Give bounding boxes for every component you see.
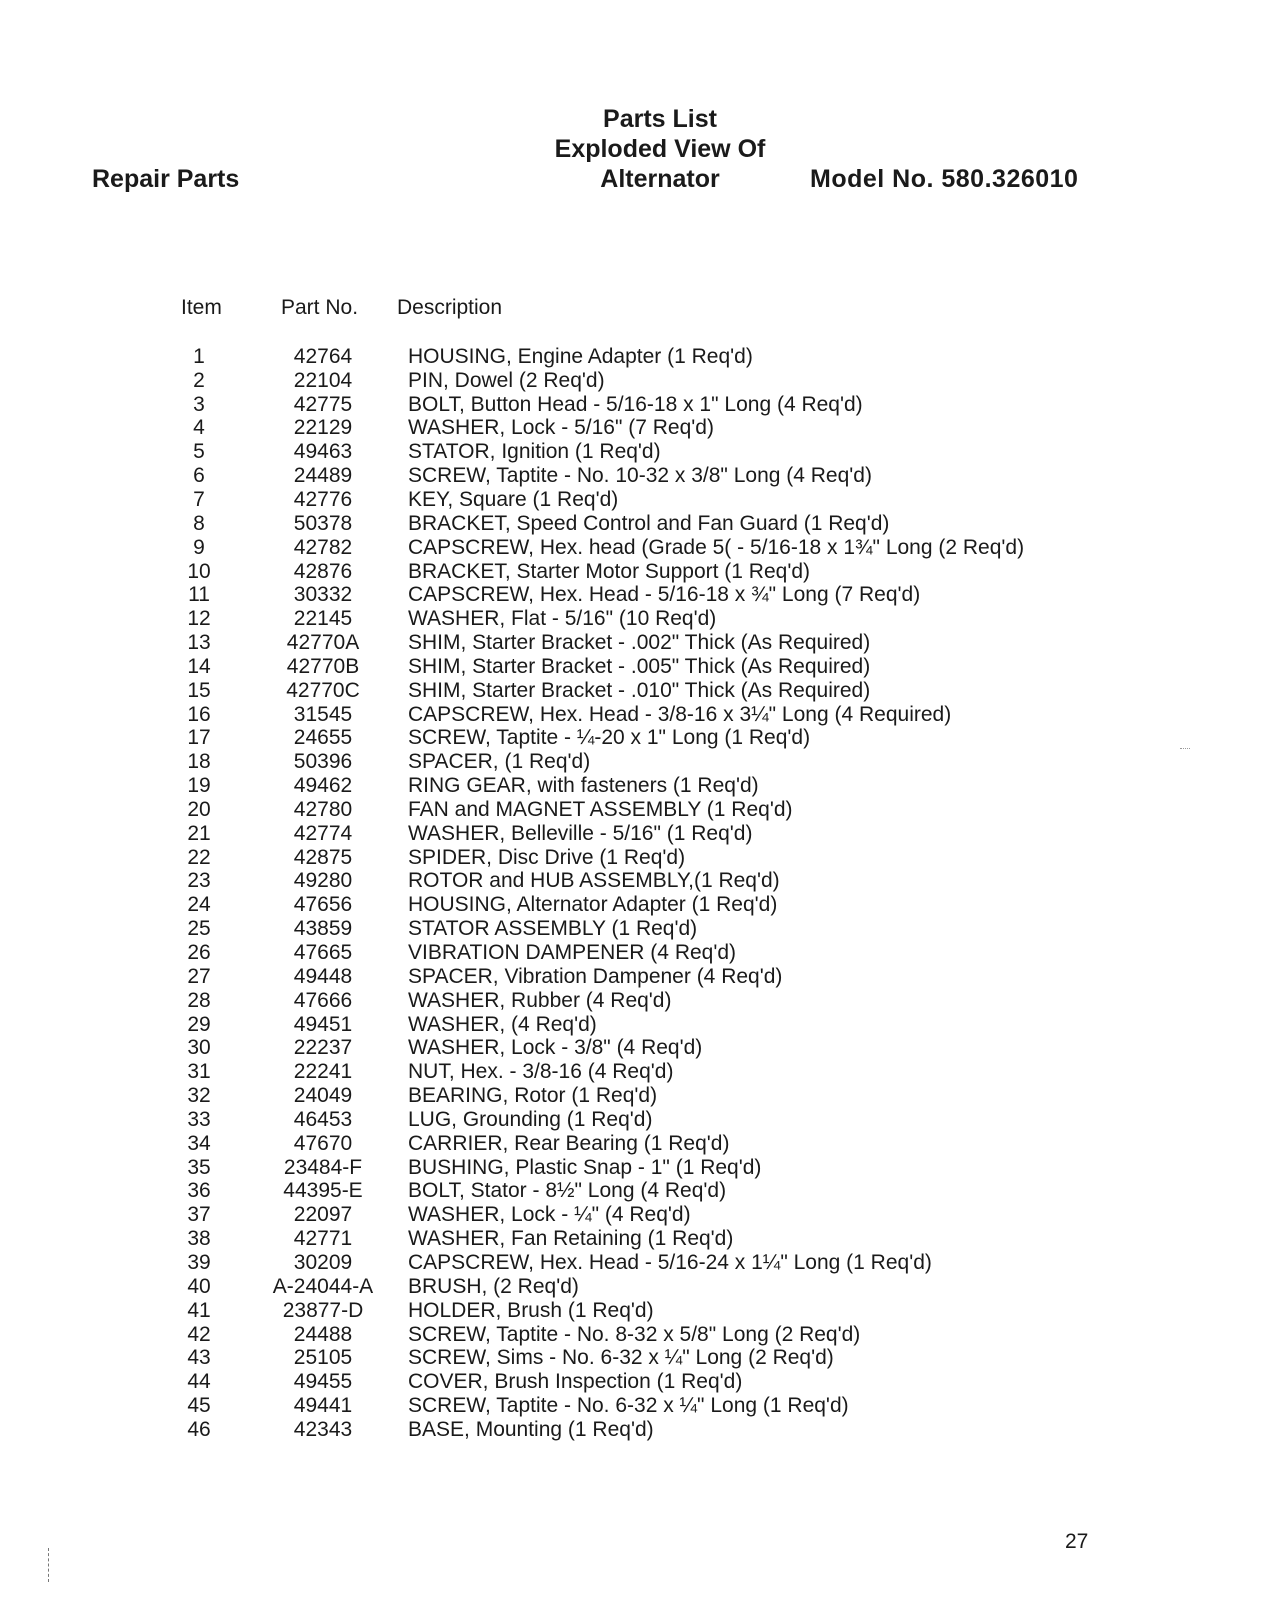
item-number: 5	[193, 440, 205, 464]
part-number: A-24044-A	[272, 1274, 374, 1298]
part-description: NUT, Hex. - 3/8-16 (4 Req'd)	[408, 1060, 674, 1084]
part-description: SCREW, Sims - No. 6-32 x ¼" Long (2 Req'd)	[408, 1346, 834, 1370]
table-row	[160, 417, 1260, 441]
item-number: 41	[187, 1298, 211, 1322]
part-number: 42770A	[286, 631, 360, 655]
part-description: HOUSING, Alternator Adapter (1 Req'd)	[408, 893, 778, 917]
table-row	[160, 1251, 1260, 1275]
part-description: WASHER, Lock - ¼" (4 Req'd)	[408, 1203, 691, 1227]
part-description: PIN, Dowel (2 Req'd)	[408, 368, 605, 392]
part-number: 49463	[293, 440, 353, 464]
part-description: CAPSCREW, Hex. Head - 5/16-18 x ¾" Long (7 Req'd)	[408, 583, 921, 607]
table-row	[160, 1275, 1260, 1299]
part-number: 42770B	[286, 654, 360, 678]
edge-mark	[1180, 748, 1190, 750]
part-number: 42876	[293, 559, 353, 583]
item-number: 9	[193, 535, 205, 559]
part-description: STATOR, Ignition (1 Req'd)	[408, 440, 661, 464]
part-number: 43859	[293, 917, 353, 941]
model-number: Model No. 580.326010	[810, 165, 1079, 193]
part-number: 47670	[293, 1131, 353, 1155]
part-number: 42770C	[286, 678, 360, 702]
item-number: 21	[187, 821, 211, 845]
part-number: 49448	[293, 964, 353, 988]
item-number: 22	[187, 845, 211, 869]
item-number: 29	[187, 1012, 211, 1036]
part-description: FAN and MAGNET ASSEMBLY (1 Req'd)	[408, 797, 793, 821]
part-number: 50378	[293, 511, 353, 535]
part-number: 23877-D	[282, 1298, 364, 1322]
part-description: SPIDER, Disc Drive (1 Req'd)	[408, 845, 686, 869]
title-line: Exploded View Of	[554, 135, 766, 163]
table-row	[160, 917, 1260, 941]
item-number: 2	[193, 368, 205, 392]
part-description: BOLT, Stator - 8½" Long (4 Req'd)	[408, 1179, 727, 1203]
item-number: 7	[193, 487, 205, 511]
part-number: 44395-E	[283, 1179, 363, 1203]
table-row	[160, 583, 1260, 607]
item-number: 12	[187, 607, 211, 631]
table-row	[160, 679, 1260, 703]
part-description: SHIM, Starter Bracket - .002" Thick (As Required)	[408, 631, 871, 655]
item-number: 28	[187, 988, 211, 1012]
part-description: KEY, Square (1 Req'd)	[408, 487, 619, 511]
table-row	[160, 1346, 1260, 1370]
part-description: WASHER, Belleville - 5/16" (1 Req'd)	[408, 821, 753, 845]
margin-mark	[48, 1548, 50, 1582]
table-row	[160, 822, 1260, 846]
table-row	[160, 941, 1260, 965]
part-description: SHIM, Starter Bracket - .005" Thick (As Required)	[408, 654, 871, 678]
item-number: 42	[187, 1322, 211, 1346]
part-description: BRACKET, Starter Motor Support (1 Req'd)	[408, 559, 810, 583]
item-number: 14	[187, 654, 211, 678]
table-row	[160, 345, 1260, 369]
part-number: 49455	[293, 1370, 353, 1394]
item-number: 46	[187, 1417, 211, 1441]
table-row	[160, 870, 1260, 894]
part-number: 24488	[293, 1322, 353, 1346]
part-description: HOLDER, Brush (1 Req'd)	[408, 1298, 654, 1322]
item-number: 17	[187, 726, 211, 750]
item-number: 24	[187, 893, 211, 917]
column-header-item: Item	[181, 296, 222, 319]
item-number: 33	[187, 1107, 211, 1131]
title-line: Alternator	[600, 165, 720, 193]
table-row	[160, 1203, 1260, 1227]
item-number: 36	[187, 1179, 211, 1203]
part-description: BRACKET, Speed Control and Fan Guard (1 Req'd)	[408, 511, 890, 535]
table-row	[160, 512, 1260, 536]
table-row	[160, 750, 1260, 774]
table-row	[160, 965, 1260, 989]
title-line: Parts List	[603, 105, 717, 133]
part-number: 24655	[293, 726, 353, 750]
part-description: BUSHING, Plastic Snap - 1" (1 Req'd)	[408, 1155, 762, 1179]
part-description: CAPSCREW, Hex. Head - 5/16-24 x 1¼" Long (1 Req'd)	[408, 1250, 932, 1274]
item-number: 6	[193, 464, 205, 488]
table-row	[160, 607, 1260, 631]
part-number: 22145	[293, 607, 353, 631]
table-row	[160, 369, 1260, 393]
part-description: RING GEAR, with fasteners (1 Req'd)	[408, 774, 759, 798]
item-number: 39	[187, 1250, 211, 1274]
part-description: BRUSH, (2 Req'd)	[408, 1274, 579, 1298]
part-number: 42774	[293, 821, 353, 845]
part-number: 49441	[293, 1394, 353, 1418]
item-number: 15	[187, 678, 211, 702]
item-number: 11	[188, 583, 210, 607]
part-number: 22241	[293, 1060, 353, 1084]
part-description: BEARING, Rotor (1 Req'd)	[408, 1084, 658, 1108]
item-number: 20	[187, 797, 211, 821]
item-number: 1	[193, 344, 205, 368]
table-row	[160, 1180, 1260, 1204]
item-number: 30	[187, 1036, 211, 1060]
item-number: 16	[187, 702, 211, 726]
part-description: SCREW, Taptite - ¼-20 x 1" Long (1 Req'd)	[408, 726, 811, 750]
table-row	[160, 440, 1260, 464]
table-row	[160, 727, 1260, 751]
table-row	[160, 536, 1260, 560]
table-row	[160, 703, 1260, 727]
part-description: WASHER, Fan Retaining (1 Req'd)	[408, 1227, 734, 1251]
column-header-description: Description	[397, 296, 503, 319]
page-number: 27	[1065, 1530, 1089, 1553]
table-row	[160, 893, 1260, 917]
part-number: 46453	[293, 1107, 353, 1131]
part-number: 47666	[293, 988, 353, 1012]
item-number: 23	[187, 869, 211, 893]
part-description: COVER, Brush Inspection (1 Req'd)	[408, 1370, 743, 1394]
parts-list	[160, 345, 1260, 1442]
item-number: 10	[187, 559, 211, 583]
part-description: SCREW, Taptite - No. 10-32 x 3/8" Long (4 Req'd)	[408, 464, 872, 488]
column-header-part-no: Part No.	[281, 296, 359, 319]
item-number: 31	[187, 1060, 211, 1084]
table-row	[160, 1108, 1260, 1132]
part-number: 42875	[293, 845, 353, 869]
table-row	[160, 631, 1260, 655]
part-description: VIBRATION DAMPENER (4 Req'd)	[408, 941, 737, 965]
item-number: 35	[187, 1155, 211, 1179]
item-number: 25	[187, 917, 211, 941]
part-description: CAPSCREW, Hex. Head - 3/8-16 x 3¼" Long (4 Required)	[408, 702, 952, 726]
item-number: 27	[187, 964, 211, 988]
part-description: WASHER, Lock - 5/16" (7 Req'd)	[408, 416, 714, 440]
part-number: 49280	[293, 869, 353, 893]
part-description: WASHER, Rubber (4 Req'd)	[408, 988, 672, 1012]
part-number: 47656	[293, 893, 353, 917]
table-row	[160, 464, 1260, 488]
part-number: 22237	[293, 1036, 353, 1060]
part-number: 31545	[293, 702, 353, 726]
part-description: WASHER, Flat - 5/16" (10 Req'd)	[408, 607, 717, 631]
item-number: 34	[187, 1131, 211, 1155]
table-row	[160, 1323, 1260, 1347]
table-row	[160, 798, 1260, 822]
table-row	[160, 1132, 1260, 1156]
part-description: CARRIER, Rear Bearing (1 Req'd)	[408, 1131, 730, 1155]
item-number: 43	[187, 1346, 211, 1370]
part-description: ROTOR and HUB ASSEMBLY,(1 Req'd)	[408, 869, 780, 893]
table-row	[160, 1060, 1260, 1084]
table-row	[160, 1013, 1260, 1037]
table-row	[160, 989, 1260, 1013]
part-description: CAPSCREW, Hex. head (Grade 5( - 5/16-18 x 1¾" Long (2 Req'd)	[408, 535, 1025, 559]
item-number: 13	[187, 631, 211, 655]
part-number: 22097	[293, 1203, 353, 1227]
table-row	[160, 488, 1260, 512]
part-number: 49451	[293, 1012, 353, 1036]
item-number: 37	[187, 1203, 211, 1227]
part-number: 24489	[293, 464, 353, 488]
part-number: 22104	[293, 368, 353, 392]
part-description: STATOR ASSEMBLY (1 Req'd)	[408, 917, 698, 941]
part-number: 25105	[293, 1346, 353, 1370]
part-number: 30332	[293, 583, 353, 607]
table-row	[160, 655, 1260, 679]
part-description: SCREW, Taptite - No. 8-32 x 5/8" Long (2 Req'd)	[408, 1322, 861, 1346]
part-number: 22129	[293, 416, 353, 440]
item-number: 18	[187, 750, 211, 774]
table-row	[160, 846, 1260, 870]
table-row	[160, 1299, 1260, 1323]
table-row	[160, 1394, 1260, 1418]
table-row	[160, 1227, 1260, 1251]
table-row	[160, 774, 1260, 798]
part-number: 49462	[293, 774, 353, 798]
item-number: 3	[193, 392, 205, 416]
item-number: 26	[187, 941, 211, 965]
item-number: 19	[187, 774, 211, 798]
item-number: 40	[187, 1274, 211, 1298]
item-number: 8	[193, 511, 205, 535]
item-number: 44	[187, 1370, 211, 1394]
table-row	[160, 1418, 1260, 1442]
item-number: 4	[193, 416, 205, 440]
part-description: BASE, Mounting (1 Req'd)	[408, 1417, 654, 1441]
part-number: 42776	[293, 487, 353, 511]
part-description: SCREW, Taptite - No. 6-32 x ¼" Long (1 Req'd)	[408, 1394, 849, 1418]
item-number: 32	[187, 1084, 211, 1108]
part-number: 42775	[293, 392, 353, 416]
part-number: 23484-F	[283, 1155, 363, 1179]
table-row	[160, 1370, 1260, 1394]
part-description: SPACER, (1 Req'd)	[408, 750, 591, 774]
part-number: 42782	[293, 535, 353, 559]
part-number: 42764	[293, 344, 353, 368]
section-label: Repair Parts	[92, 165, 240, 193]
part-description: WASHER, Lock - 3/8" (4 Req'd)	[408, 1036, 703, 1060]
part-number: 30209	[293, 1250, 353, 1274]
part-description: HOUSING, Engine Adapter (1 Req'd)	[408, 344, 753, 368]
part-number: 42343	[293, 1417, 353, 1441]
item-number: 38	[187, 1227, 211, 1251]
part-description: SPACER, Vibration Dampener (4 Req'd)	[408, 964, 783, 988]
part-number: 24049	[293, 1084, 353, 1108]
table-row	[160, 393, 1260, 417]
table-row	[160, 1084, 1260, 1108]
part-description: BOLT, Button Head - 5/16-18 x 1" Long (4 Req'd)	[408, 392, 863, 416]
item-number: 45	[187, 1394, 211, 1418]
table-row	[160, 1156, 1260, 1180]
part-number: 42780	[293, 797, 353, 821]
part-description: WASHER, (4 Req'd)	[408, 1012, 597, 1036]
part-number: 47665	[293, 941, 353, 965]
table-row	[160, 1036, 1260, 1060]
part-description: SHIM, Starter Bracket - .010" Thick (As Required)	[408, 678, 871, 702]
part-description: LUG, Grounding (1 Req'd)	[408, 1107, 653, 1131]
part-number: 42771	[293, 1227, 353, 1251]
table-row	[160, 560, 1260, 584]
part-number: 50396	[293, 750, 353, 774]
